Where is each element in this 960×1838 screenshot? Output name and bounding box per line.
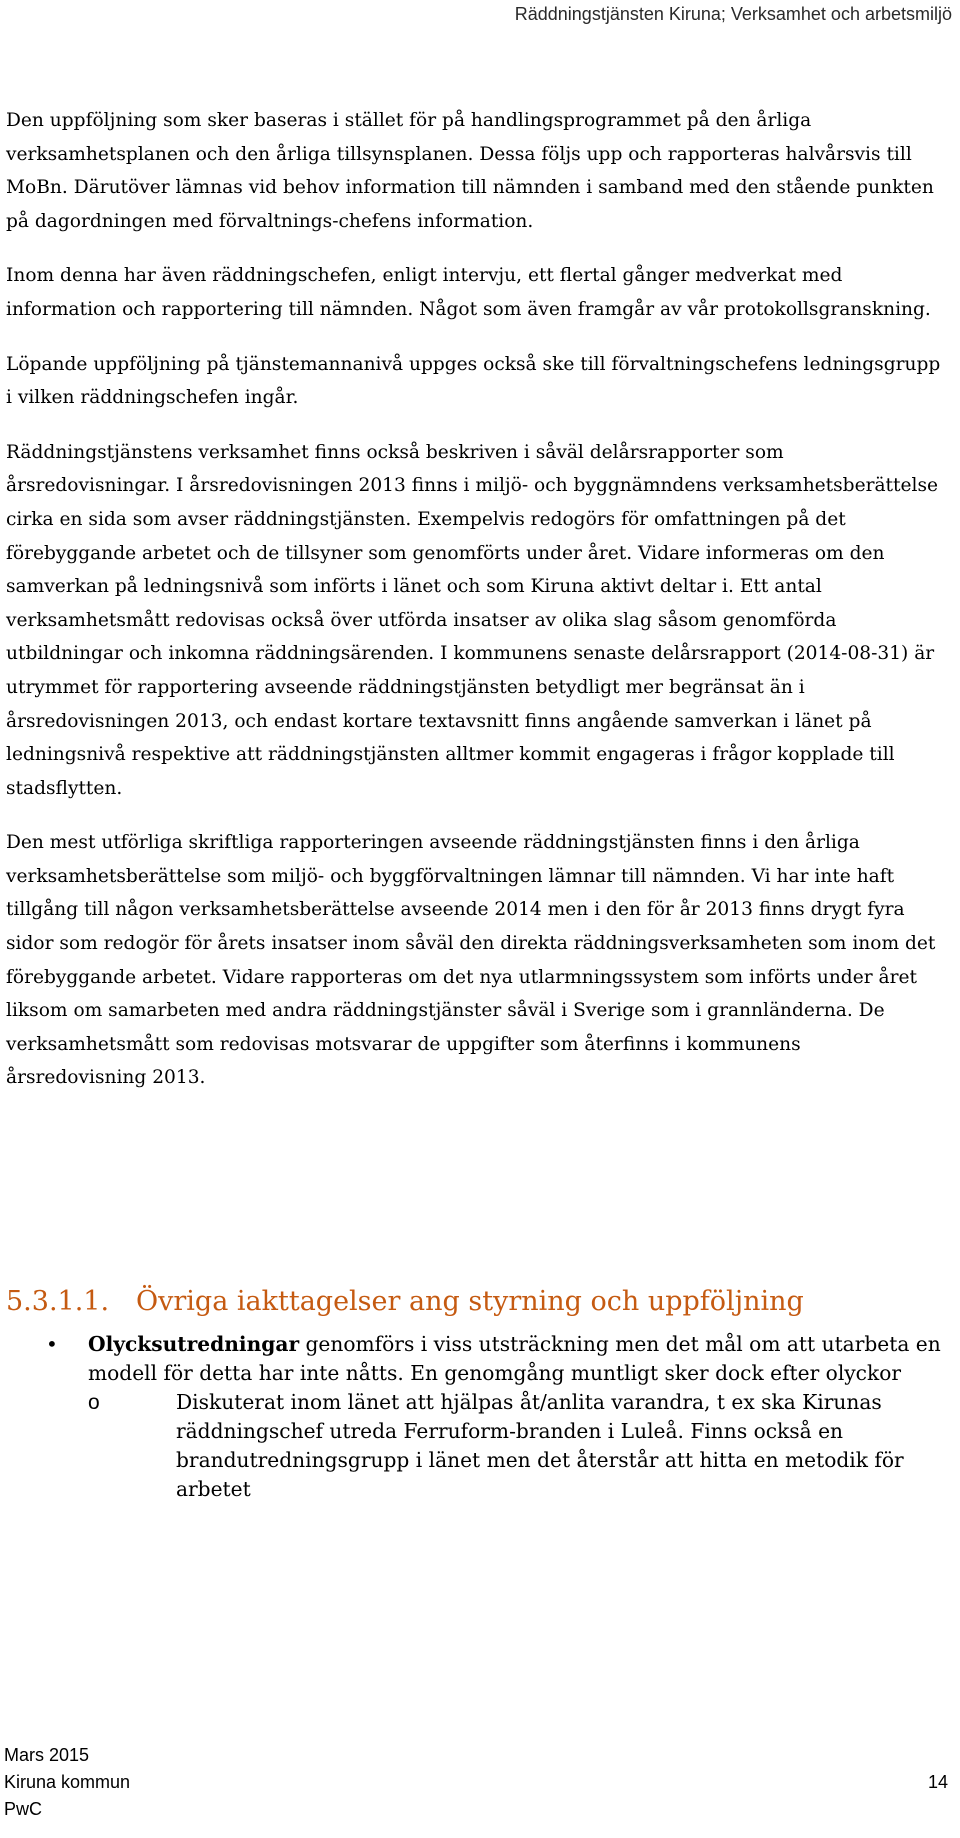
- section-number: 5.3.1.1.: [6, 1286, 110, 1317]
- sub-bullet-text: Diskuterat inom länet att hjälpas åt/anlita varandra, t ex ska Kirunas räddningschef utreda Ferruform-branden i Luleå. Finns också en brandutredningsgrupp i länet men det återstår att hitta en metodik för arbetet: [176, 1390, 904, 1501]
- paragraph: Den uppföljning som sker baseras i stället för på handlingsprogrammet på den årliga verksamhetsplanen och den årliga tillsynsplanen. Dessa följs upp och rapporteras halvårsvis till MoBn. Därutöver lämnas vid behov information till nämnden i samband med den stående punkten på dagordningen med förvaltnings-chefens information.: [6, 110, 934, 232]
- page-number: 14: [927, 1772, 948, 1792]
- footer-date: Mars 2015: [4, 1745, 90, 1765]
- bullet-text: [88, 1332, 941, 1385]
- bullet-bold-term: Olycksutredningar: [88, 1332, 300, 1356]
- bullet-body: genomförs i viss utsträckning men det mål om att utarbeta en modell för detta har inte nåtts. En genomgång muntligt sker dock efter olyckor: [88, 1332, 941, 1385]
- paragraph: Räddningstjänstens verksamhet finns också beskriven i såväl delårsrapporter som årsredovisningar. I årsredovisningen 2013 finns i miljö- och byggnämndens verksamhetsberättelse cirka en sida som avser räddningstjänsten. Exempelvis redogörs för omfattningen på det förebyggande arbetet och de tillsyner som genomförts under året. Vidare informeras om den samverkan på ledningsnivå som införts i länet och som Kiruna aktivt deltar i. Ett antal verksamhetsmått redovisas också över utförda insatser av olika slag såsom genomförda utbildningar och inkomna räddningsärenden. I kommunens senaste delårsrapport (2014-08-31) är utrymmet för rapportering avseende räddningstjänsten betydligt mer begränsat än i årsredovisningen 2013, och endast kortare textavsnitt finns angående samverkan i länet på ledningsnivå respektive att räddningstjänsten alltmer kommit engageras i frågor kopplade till stadsflytten.: [6, 441, 939, 799]
- bullet-list: [6, 1330, 946, 1504]
- footer-client: Kiruna kommun: [4, 1772, 131, 1792]
- section-title: Övriga iakttagelser ang styrning och uppföljning: [136, 1286, 804, 1317]
- running-header: Räddningstjänsten Kiruna; Verksamhet och arbetsmiljö: [514, 4, 952, 24]
- paragraph: Den mest utförliga skriftliga rapporteringen avseende räddningstjänsten finns i den årliga verksamhetsberättelse som miljö- och byggförvaltningen lämnar till nämnden. Vi har inte haft tillgång till någon verksamhetsberättelse avseende 2014 men i den för år 2013 finns drygt fyra sidor som redogör för årets insatser inom såväl den direkta räddningsverksamheten som inom det förebyggande arbetet. Vidare rapporteras om det nya utlarmningssystem som införts under året liksom om samarbeten med andra räddningstjänster såväl i Sverige som i grannländerna. De verksamhetsmått som redovisas motsvarar de uppgifter som återfinns i kommunens årsredovisning 2013.: [6, 832, 936, 1089]
- section-heading: [6, 1286, 946, 1317]
- bullet-item: [6, 1330, 946, 1504]
- sub-bullet-marker: o: [88, 1391, 100, 1414]
- footer-firm: PwC: [4, 1799, 43, 1819]
- bullet-marker: •: [46, 1332, 58, 1356]
- paragraph: Löpande uppföljning på tjänstemannanivå uppges också ske till förvaltningschefens ledningsgrupp i vilken räddningschefen ingår.: [6, 353, 941, 409]
- sub-bullet-item: [88, 1388, 946, 1504]
- paragraph: Inom denna har även räddningschefen, enligt intervju, ett flertal gånger medverkat med information och rapportering till nämnden. Något som även framgår av vår protokollsgranskning.: [6, 265, 931, 320]
- body-text: [6, 104, 946, 1116]
- footer: [4, 1742, 130, 1823]
